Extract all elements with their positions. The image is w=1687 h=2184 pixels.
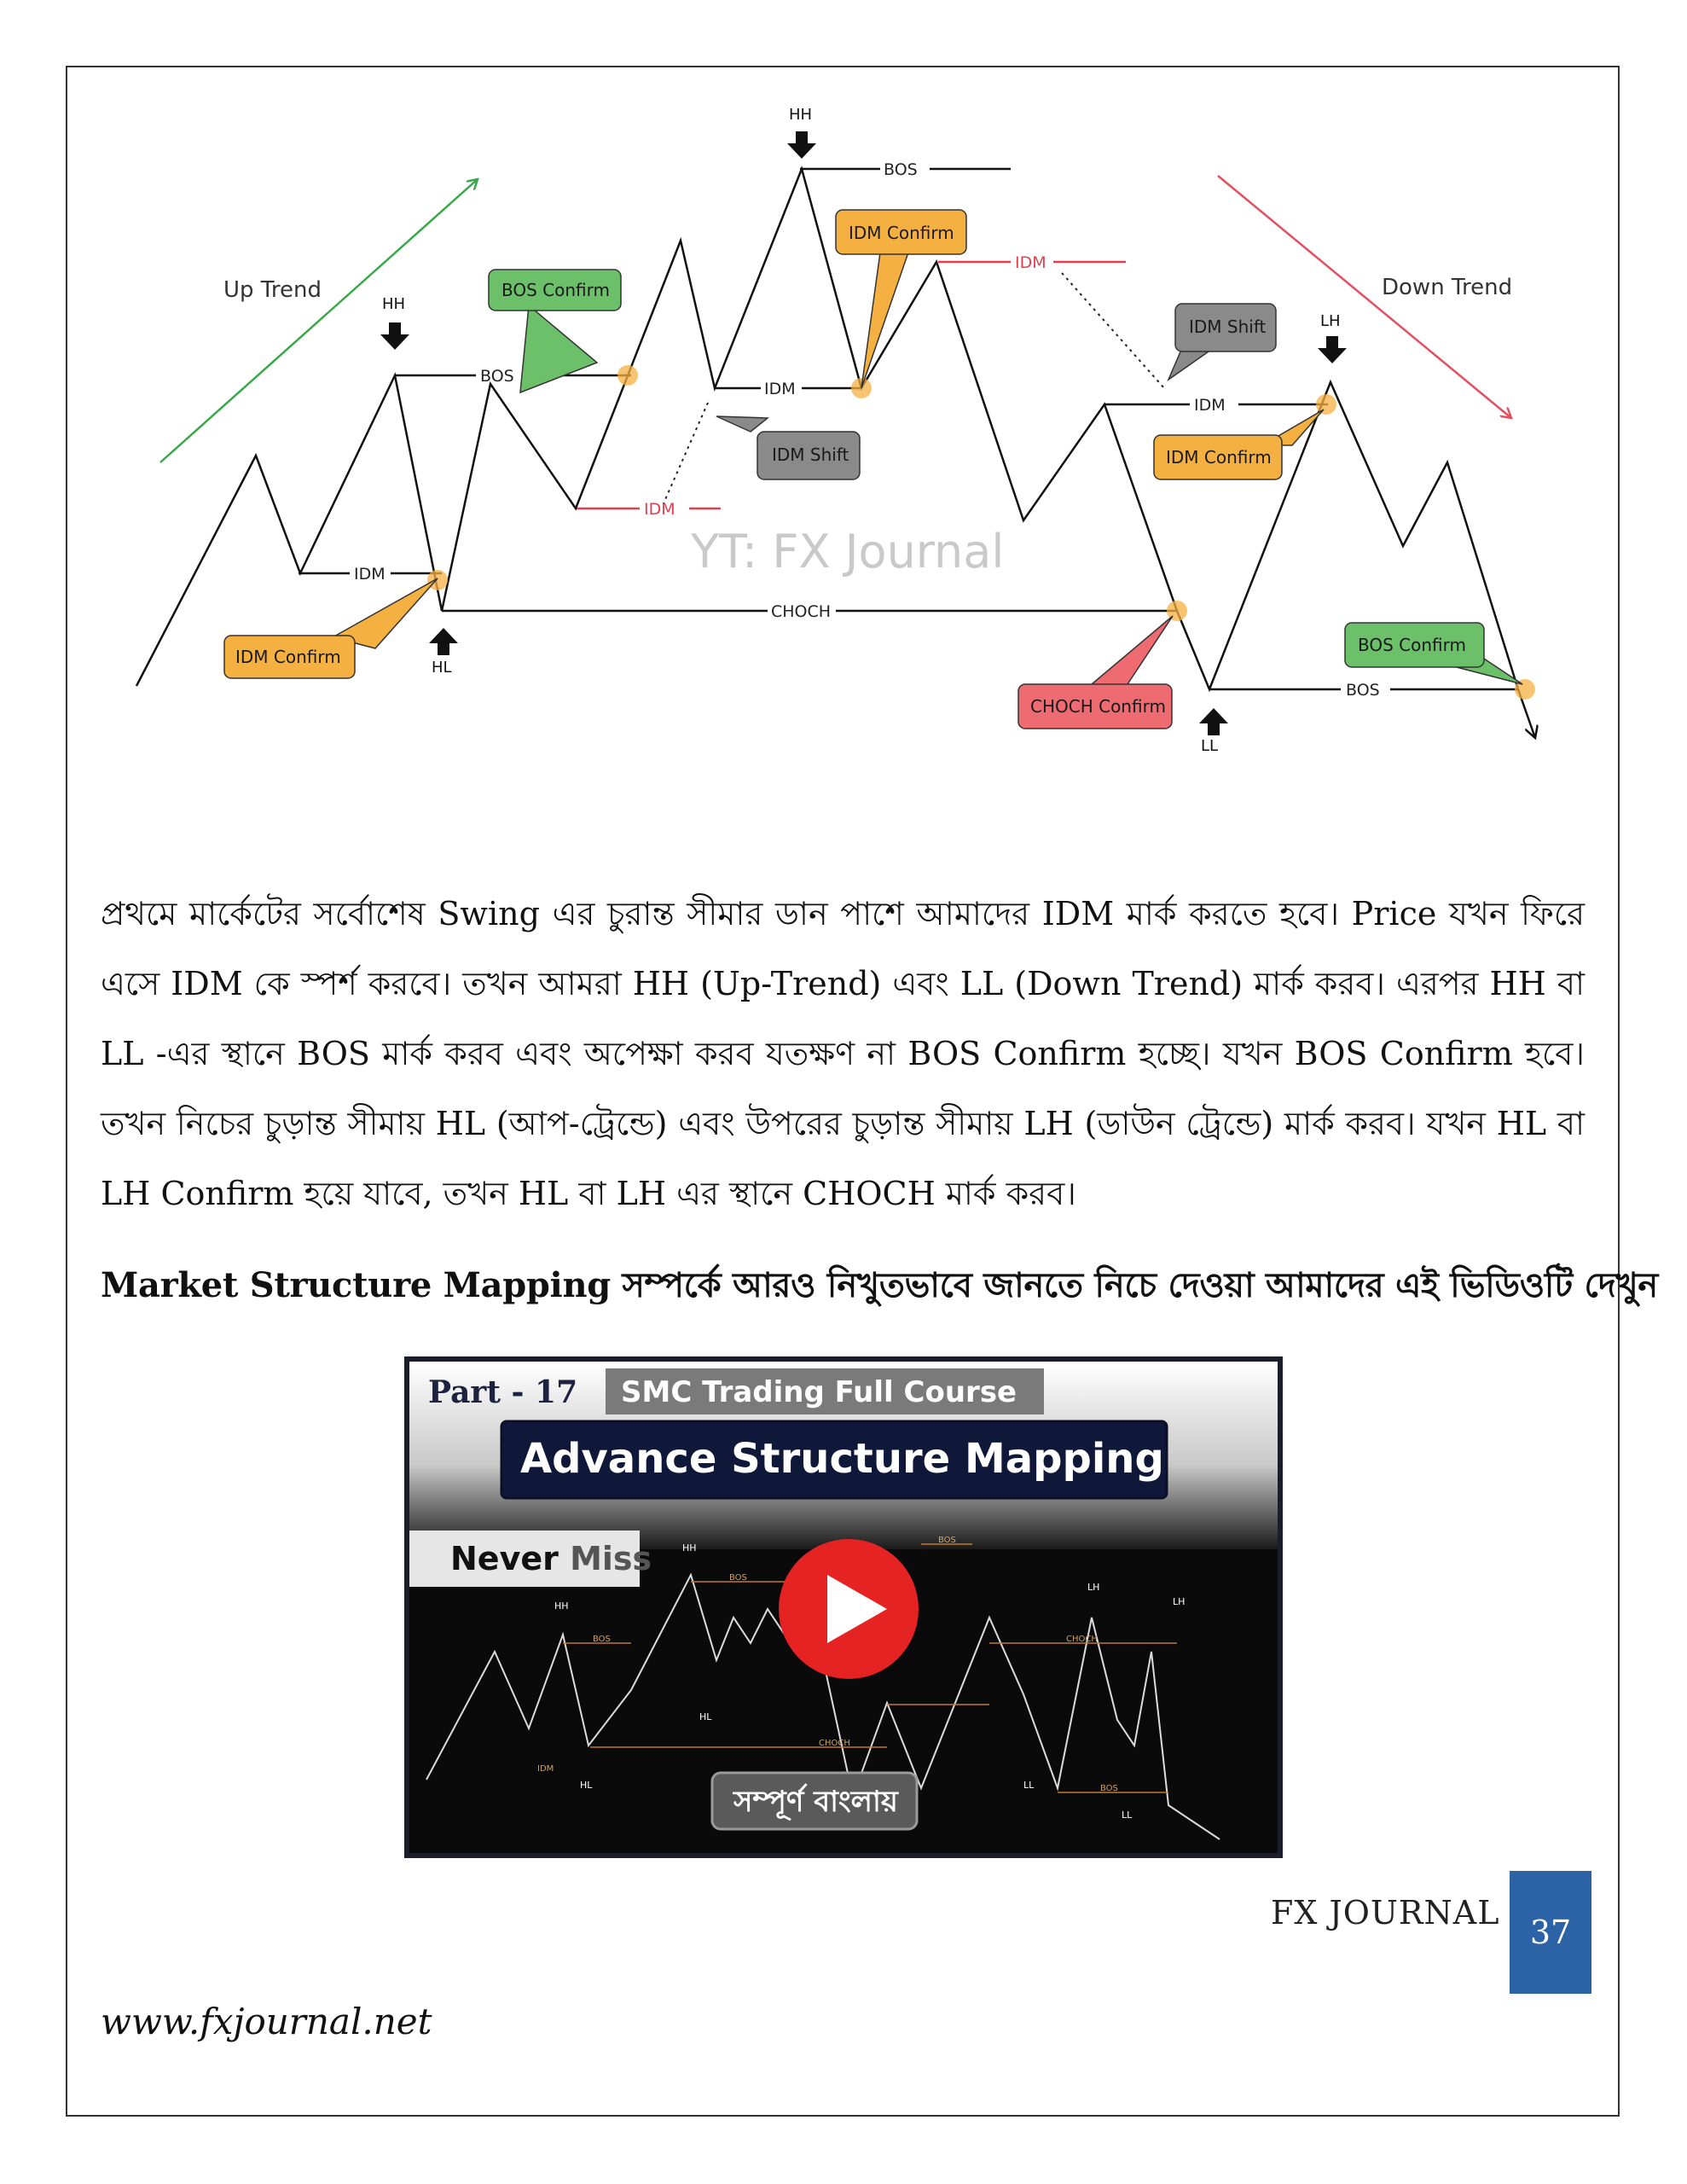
arrow-up-icon xyxy=(429,628,458,655)
idm-confirm-text-3: IDM Confirm xyxy=(1166,447,1272,468)
video-subtitle: সম্পূর্ণ বাংলায় xyxy=(733,1785,898,1819)
video-part-label: Part - 17 xyxy=(428,1374,578,1410)
watermark: YT: FX Journal xyxy=(691,525,1005,578)
mini-label-lh: LH xyxy=(1087,1582,1100,1593)
tagline-miss: Miss xyxy=(570,1540,652,1577)
label-idm-4: IDM xyxy=(1015,253,1046,272)
arrow-down-icon xyxy=(1318,336,1347,363)
mini-label-hh-2: HH xyxy=(682,1542,697,1554)
arrow-down-icon xyxy=(380,322,409,350)
idm-confirm-text-2: IDM Confirm xyxy=(849,223,954,243)
website-link[interactable]: www.fxjournal.net xyxy=(101,2001,432,2042)
arrow-down-icon xyxy=(787,131,816,159)
video-thumbnail[interactable] xyxy=(404,1356,1283,1858)
mini-label-choch: CHOCH xyxy=(819,1739,850,1748)
choch-confirm-text: CHOCH Confirm xyxy=(1030,696,1166,717)
market-structure-diagram xyxy=(119,94,1569,776)
label-bos-1: BOS xyxy=(480,367,514,386)
bos-confirm-text-2: BOS Confirm xyxy=(1358,635,1466,655)
label-hl: HL xyxy=(432,659,452,677)
label-idm-1: IDM xyxy=(354,565,386,584)
idm-confirm-text-1: IDM Confirm xyxy=(235,647,341,667)
mini-label-ll-2: LL xyxy=(1122,1809,1133,1821)
video-course-label: SMC Trading Full Course xyxy=(621,1375,1017,1409)
footer-brand: FX JOURNAL xyxy=(1271,1894,1500,1931)
idm-shift-text-2: IDM Shift xyxy=(1189,317,1267,337)
mini-label-bos: BOS xyxy=(593,1635,611,1644)
idm-shift-text-1: IDM Shift xyxy=(772,444,849,465)
up-trend-label: Up Trend xyxy=(223,277,322,303)
label-lh: LH xyxy=(1320,312,1341,330)
arrow-up-icon xyxy=(1199,708,1228,735)
page-number: 37 xyxy=(1529,1914,1572,1951)
up-trend-arrow-icon xyxy=(160,179,478,462)
label-hh-1: HH xyxy=(382,295,406,313)
label-choch: CHOCH xyxy=(771,602,832,621)
mini-label-choch-2: CHOCH xyxy=(1066,1635,1098,1644)
svg-text:Never Miss xyxy=(450,1540,652,1577)
label-idm-3: IDM xyxy=(764,380,796,398)
mini-label-ll: LL xyxy=(1023,1780,1035,1791)
mini-label-hl-2: HL xyxy=(699,1711,712,1722)
down-trend-label: Down Trend xyxy=(1382,275,1513,300)
mini-label-bos-4: BOS xyxy=(938,1536,956,1545)
mini-label-bos-3: BOS xyxy=(1100,1784,1118,1793)
label-idm-5: IDM xyxy=(1194,396,1226,415)
mini-label-bos-2: BOS xyxy=(729,1573,747,1583)
mini-label-lh-2: LH xyxy=(1173,1596,1186,1607)
page-number-box xyxy=(1510,1871,1591,1994)
video-title: Advance Structure Mapping xyxy=(520,1435,1164,1483)
label-ll: LL xyxy=(1201,737,1219,755)
play-button[interactable] xyxy=(779,1539,919,1679)
label-bos-2: BOS xyxy=(884,160,918,179)
label-bos-3: BOS xyxy=(1346,681,1380,700)
tagline-never: Never xyxy=(450,1540,559,1577)
label-hh-2: HH xyxy=(789,106,813,124)
label-idm-2: IDM xyxy=(644,500,675,519)
mini-label-idm: IDM xyxy=(537,1764,554,1774)
mini-label-hl: HL xyxy=(580,1780,593,1791)
mini-label-hh: HH xyxy=(554,1600,569,1612)
video-heading: Market Structure Mapping সম্পর্কে আরও নিখুতভাবে জানতে নিচে দেওয়া আমাদের এই ভিডিওটি দেখুন xyxy=(101,1265,1658,1305)
bos-confirm-text: BOS Confirm xyxy=(501,280,610,300)
explanation-paragraph: প্রথমে মার্কেটের সর্বোশেষ Swing এর চুরান্ত সীমার ডান পাশে আমাদের IDM মার্ক করতে হবে। Price যখন ফিরে এসে IDM কে স্পর্শ করবে। তখন আমরা HH (Up-Trend) এবং LL (Down Trend) মার্ক করব। এরপর HH বা LL -এর স্থানে BOS মার্ক করব এবং অপেক্ষা করব যতক্ষণ না BOS Confirm হচ্ছে। যখন BOS Confirm হবে। তখন নিচের চুড়ান্ত সীমায় HL (আপ-ট্রেন্ডে) এবং উপরের চুড়ান্ত সীমায় LH (ডাউন ট্রেন্ডে) মার্ক করব। যখন HL বা LH Confirm হয়ে যাবে, তখন HL বা LH এর স্থানে CHOCH মার্ক করব। xyxy=(101,895,1585,1212)
